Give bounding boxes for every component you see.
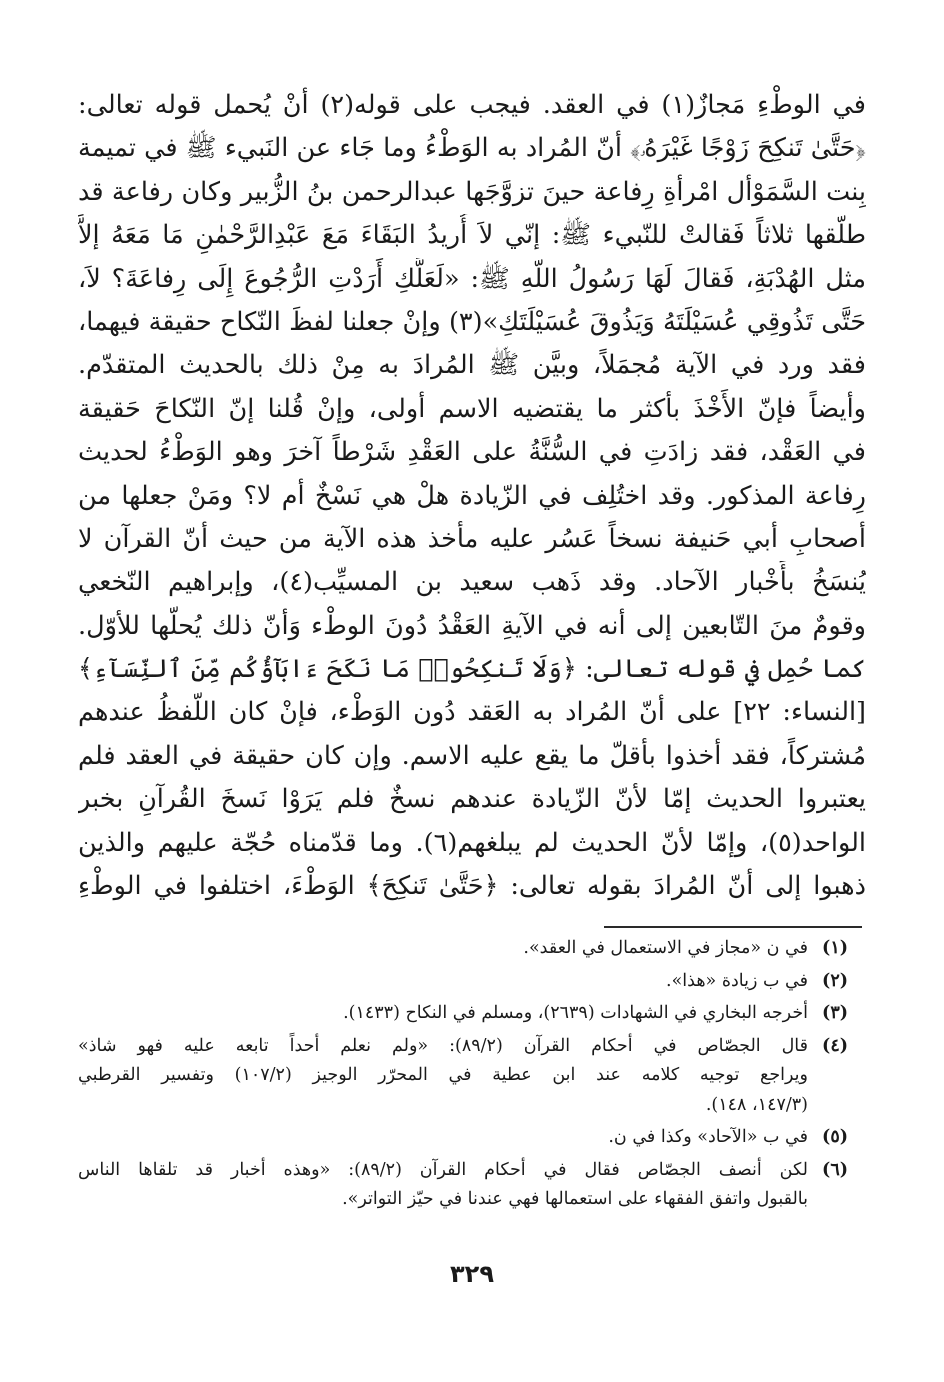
body-text-line: ذهبوا إلى أنّ المُرادَ بقوله تعالى: ﴿حَتَّىٰ تَنكِحَ﴾ الوَطْءَ، اختلفوا في الوطْءِ — [78, 871, 866, 902]
footnote-separator — [604, 926, 862, 928]
body-text-line: الواحد(٥)، وإمّا لأنّ الحديث لم يبلغهم(٦). وما قدّمناه حُجّة عليهم والذين — [78, 827, 866, 858]
footnote-number: (١) — [822, 938, 848, 958]
body-text-line: يعتبروا الحديث إمّا لأنّ الزّيادة عندهم نسخٌ فلم يَرَوْا نَسخَ القُرآنِ بخبر — [78, 784, 866, 815]
footnote-number: (٤) — [822, 1035, 848, 1056]
footnote-number: (٦) — [822, 1159, 848, 1180]
body-text-line: مثل الهُدْبَةِ، فَقالَ لَهَا رَسُولُ اللّهِ ﷺ: «لَعَلَّكِ أَرَدْتِ الرُّجُوعَ إِلَى رِفاعَةَ؟ لاَ، — [78, 263, 866, 294]
footnote-text-line: في ب «الآحاد» وكذا في ن. — [608, 1127, 808, 1147]
footnote-item — [78, 934, 848, 964]
main-body-text — [78, 84, 866, 908]
footnote-text-line: لكن أنصف الجصّاص فقال في أحكام القرآن (٨٩/٢): «وهذه أخبار قد تلقاها الناس — [78, 1159, 808, 1180]
body-text-line: فقد ورد في الآية مُجمَلاً، وبيَّن ﷺ المُرادَ به مِنْ ذلك بالحديث المتقدّم. — [78, 350, 866, 381]
footnote-text-line: في ن «مجاز في الاستعمال في العقد». — [523, 938, 808, 958]
footnote-number: (٢) — [822, 970, 848, 991]
page-number: ٣٢٩ — [450, 1260, 494, 1288]
body-text-line: في الوطْءِ مَجازٌ(١) في العقد. فيجب على قوله(٢) أنْ يُحمل قوله تعالى: — [78, 90, 866, 120]
footnote-item — [78, 967, 848, 997]
footnote-item — [78, 999, 848, 1029]
footnote-text-line: في ب زيادة «هذا». — [666, 970, 808, 991]
body-text-line: حَتَّى تَذُوقِي عُسَيْلَتَهُ وَيَذُوقَ عُسَيْلَتَكِ»(٣) وإنْ جعلنا لفظَ النّكاح حقيقة فيهما، — [78, 306, 866, 337]
body-text-line: مُشتركاً، فقد أخذوا بأقلّ ما يقع عليه الاسم. وإن كان حقيقة في العقد فلم — [78, 740, 866, 771]
body-text-line: أصحابِ أبي حَنيفة نسخاً عَسُر عليه مأخذ هذه الآية من حيث أنّ القرآن لا — [78, 523, 866, 554]
body-text-line: رِفاعة المذكور. وقد اختُلِف في الزّيادة هلْ هي نَسْخٌ أم لا؟ ومَنْ جعلها من — [78, 480, 866, 511]
footnote-text-line: قال الجصّاص في أحكام القرآن (٨٩/٢): «ولم نعلم أحداً تابعه عليه فهو شاذ» — [78, 1035, 808, 1056]
footnote-item — [78, 1156, 848, 1215]
footnote-item — [78, 1123, 848, 1153]
footnote-number: (٣) — [822, 1003, 848, 1023]
footnote-item — [78, 1032, 848, 1121]
body-text-line: وأيضاً فإنّ الأَخْذَ بأكثر ما يقتضيه الاسم أولى، وإنْ قُلنا إنّ النّكاحَ حَقيقة — [78, 393, 866, 424]
footnote-text-line: (١٤٧/٣، ١٤٨). — [705, 1094, 808, 1115]
footnote-text-line: أخرجه البخاري في الشهادات (٢٦٣٩)، ومسلم في النكاح (١٤٣٣). — [343, 1003, 808, 1023]
body-text-line: ﴿حَتَّىٰ تَنكِحَ زَوْجًا غَيْرَهُۥ﴾ أنّ المُراد به الوَطْءُ وما جَاء عن النَبيء ﷺ في تميمة — [78, 133, 866, 164]
body-text-line: وقومٌ منَ التّابعين إلى أنه في الآيةِ العَقْدُ دُونَ الوطْء وَأنّ ذلك يُحلّها للأوّل. — [78, 610, 866, 641]
body-text-line: في العَقْد، فقد زادَتِ في السُّنَّةُ على العَقْدِ شَرْطاً آخرَ وهو الوَطْءُ لحديث — [78, 437, 866, 468]
body-text-line: طلّقها ثلاثاً فَقالتْ للنّبيء ﷺ: إنّي لاَ أُريدُ البَقَاءَ مَعَ عَبْدِالرَّحْمٰنِ مَا مَعَهُ إلاَّ — [78, 220, 866, 251]
footnote-number: (٥) — [822, 1127, 848, 1147]
body-text-line: [النساء: ٢٢] على أنّ المُراد به العَقد دُون الوَطْء، فإنْ كان اللّفظُ عندهم — [78, 697, 866, 728]
footnote-text-line: بالقبول واتفق الفقهاء على استعمالها فهي عندنا في حيّز التواتر». — [342, 1189, 808, 1209]
footnote-text-line: ويراجع توجيه كلامه عند ابن عطية في المحرّر الوجيز (١٠٧/٢) وتفسير القرطبي — [78, 1065, 808, 1085]
body-text-line: يُنسَخُ بأَخْبار الآحاد. وقد ذَهب سعيد بن المسيِّب(٤)، وإبراهيم النّخعي — [78, 567, 866, 598]
body-text-line: بِنت السَّمَوْأل امْرأةِ رِفاعة حينَ تزوَّجَها عبدالرحمن بنُ الزُّبير وكان رفاعة قد — [78, 176, 866, 207]
body-text-line: كما حُمِل في قوله تعالى: ﴿وَلَا تَنكِحُوا۟ مَا نَكَحَ ءَابَآؤُكُم مِّنَ ٱلنِّسَآءِ﴾ — [78, 654, 866, 685]
footnotes-section — [78, 934, 848, 1218]
